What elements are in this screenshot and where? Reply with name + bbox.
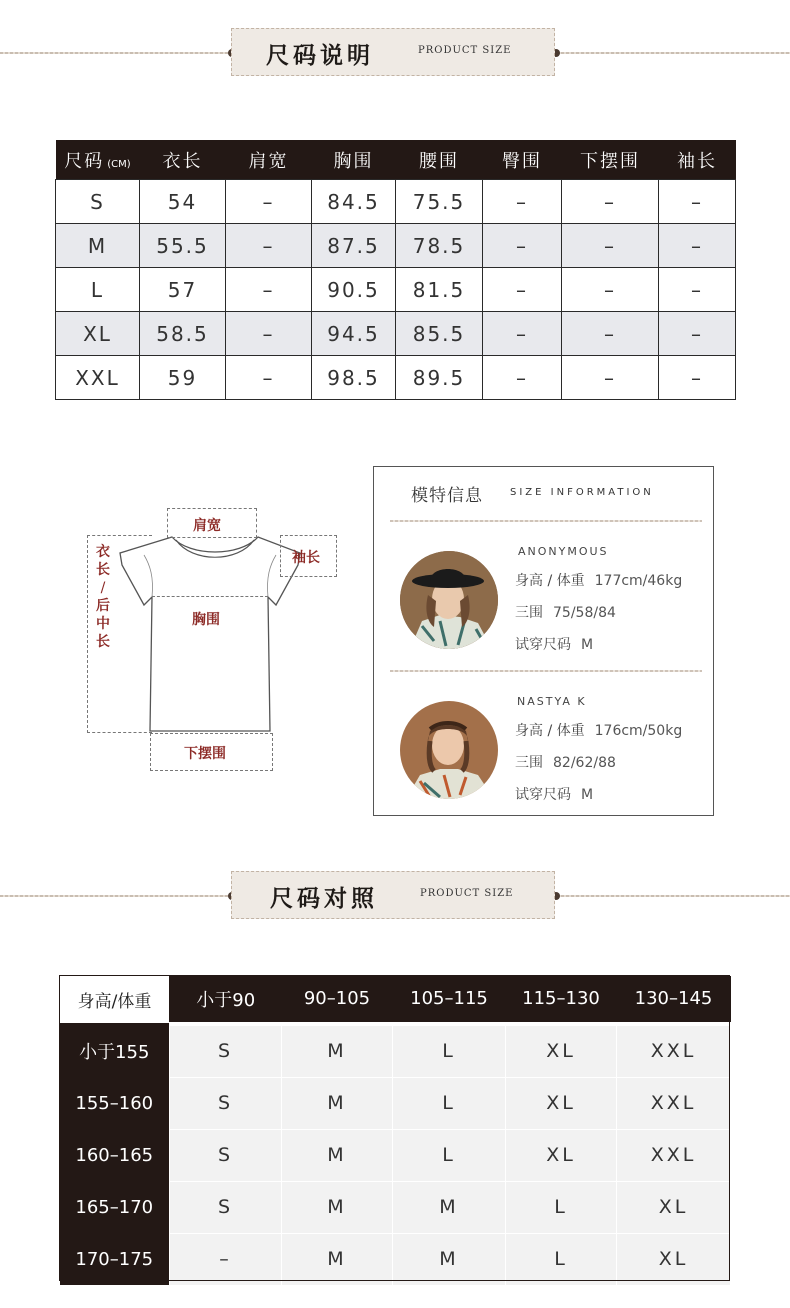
garment-diagram (80, 505, 350, 780)
header-divider-right (556, 895, 790, 897)
table-cell: – (659, 268, 736, 312)
height-row-header: 170–175 (60, 1233, 170, 1285)
section-subtitle: PRODUCT SIZE (418, 45, 512, 56)
table-cell: 98.5 (312, 356, 396, 400)
table-row (56, 312, 736, 356)
table-cell: – (170, 1233, 282, 1285)
shoulder-label: 肩宽 (193, 518, 221, 534)
table-row (60, 1129, 731, 1181)
table-row (56, 180, 736, 224)
section-title: 尺码对照 (270, 886, 378, 912)
model-height-weight: 身高 / 体重 177cm/46kg (515, 573, 683, 589)
table-cell: – (483, 180, 562, 224)
table-cell: – (659, 356, 736, 400)
table-cell: S (170, 1181, 282, 1233)
table-cell: 81.5 (396, 268, 483, 312)
table-cell: XL (617, 1181, 731, 1233)
table-cell: 84.5 (312, 180, 396, 224)
table-cell: – (226, 356, 312, 400)
table-cell: – (226, 224, 312, 268)
table-cell: 54 (140, 180, 226, 224)
model-info-subtitle: SIZE INFORMATION (510, 487, 654, 498)
table-cell: – (659, 312, 736, 356)
section-header-size-chart (0, 28, 790, 80)
table-cell: 75.5 (396, 180, 483, 224)
table-cell: – (226, 180, 312, 224)
weight-column-header: 小于90 (170, 976, 282, 1024)
table-cell: – (226, 312, 312, 356)
size-table-header-cell: 下摆围 (562, 140, 659, 180)
chest-measure-line (152, 596, 268, 597)
header-divider-left (0, 52, 232, 54)
comparison-corner-label: 身高/体重 (60, 976, 170, 1024)
table-row (60, 1077, 731, 1129)
model-size: 试穿尺码 M (515, 637, 594, 653)
height-row-header: 小于155 (60, 1024, 170, 1078)
model-name: NASTYA K (517, 695, 587, 708)
table-cell: XXL (617, 1024, 731, 1078)
table-cell: – (483, 268, 562, 312)
table-row (60, 1024, 731, 1078)
table-cell: XL (617, 1233, 731, 1285)
table-cell: M (282, 1077, 393, 1129)
table-cell: M (282, 1233, 393, 1285)
section-subtitle: PRODUCT SIZE (420, 888, 514, 899)
size-table-header (56, 140, 736, 180)
size-table (55, 140, 736, 400)
model-measurements: 三围 82/62/88 (515, 755, 616, 771)
table-row (60, 1233, 731, 1285)
length-label: 衣 长 / 后 中 长 (96, 544, 110, 650)
table-cell: S (56, 180, 140, 224)
model-divider (390, 520, 702, 522)
table-cell: M (56, 224, 140, 268)
section-title-box (231, 28, 555, 76)
table-cell: XXL (617, 1077, 731, 1129)
table-cell: 78.5 (396, 224, 483, 268)
model-height-weight: 身高 / 体重 176cm/50kg (515, 723, 683, 739)
size-table-header-cell: 肩宽 (226, 140, 312, 180)
unit-label: (CM) (107, 158, 131, 170)
table-cell: XXL (56, 356, 140, 400)
table-cell: M (282, 1024, 393, 1078)
table-row (60, 1181, 731, 1233)
height-row-header: 160–165 (60, 1129, 170, 1181)
height-row-header: 165–170 (60, 1181, 170, 1233)
table-cell: 94.5 (312, 312, 396, 356)
table-cell: – (226, 268, 312, 312)
table-cell: 58.5 (140, 312, 226, 356)
table-cell: S (170, 1077, 282, 1129)
model-info-panel (373, 466, 714, 816)
table-cell: XL (506, 1024, 617, 1078)
sleeve-label: 袖长 (292, 550, 320, 566)
model-measurements: 三围 75/58/84 (515, 605, 616, 621)
table-cell: 89.5 (396, 356, 483, 400)
table-cell: XL (506, 1077, 617, 1129)
table-row (56, 268, 736, 312)
table-cell: L (393, 1024, 506, 1078)
section-title-box (231, 871, 555, 919)
weight-column-header: 105–115 (393, 976, 506, 1024)
size-table-header-cell: 衣长 (140, 140, 226, 180)
table-cell: M (393, 1233, 506, 1285)
table-cell: – (659, 224, 736, 268)
size-comparison-table (59, 975, 731, 1286)
table-cell: S (170, 1129, 282, 1181)
table-cell: XXL (617, 1129, 731, 1181)
section-title: 尺码说明 (266, 43, 374, 69)
table-cell: 85.5 (396, 312, 483, 356)
table-cell: XL (56, 312, 140, 356)
table-cell: S (170, 1024, 282, 1078)
table-cell: – (483, 356, 562, 400)
table-cell: 90.5 (312, 268, 396, 312)
table-cell: 57 (140, 268, 226, 312)
table-cell: 87.5 (312, 224, 396, 268)
table-cell: – (483, 224, 562, 268)
model-divider (390, 670, 702, 672)
comparison-header-row (60, 976, 731, 1024)
model-info-title: 模特信息 (411, 486, 483, 506)
size-table-header-cell: 臀围 (483, 140, 562, 180)
table-cell: 55.5 (140, 224, 226, 268)
table-cell: – (659, 180, 736, 224)
model-size: 试穿尺码 M (515, 787, 594, 803)
header-divider-right (556, 52, 790, 54)
table-cell: M (282, 1181, 393, 1233)
table-cell: M (282, 1129, 393, 1181)
model-avatar (400, 701, 498, 799)
table-cell: – (562, 312, 659, 356)
weight-column-header: 90–105 (282, 976, 393, 1024)
section-header-size-comparison (0, 871, 790, 923)
table-cell: L (393, 1077, 506, 1129)
table-cell: – (483, 312, 562, 356)
table-cell: L (393, 1129, 506, 1181)
table-cell: L (506, 1233, 617, 1285)
weight-column-header: 115–130 (506, 976, 617, 1024)
table-cell: M (393, 1181, 506, 1233)
chest-label: 胸围 (192, 612, 220, 628)
height-row-header: 155–160 (60, 1077, 170, 1129)
table-cell: – (562, 180, 659, 224)
table-cell: – (562, 268, 659, 312)
table-row (56, 224, 736, 268)
size-table-header-cell: 尺码 (CM) (56, 140, 140, 180)
size-table-header-cell: 袖长 (659, 140, 736, 180)
table-cell: L (56, 268, 140, 312)
header-divider-left (0, 895, 232, 897)
hem-label: 下摆围 (184, 746, 226, 762)
table-cell: L (506, 1181, 617, 1233)
model-name: ANONYMOUS (518, 545, 609, 558)
table-cell: 59 (140, 356, 226, 400)
size-table-header-cell: 腰围 (396, 140, 483, 180)
table-cell: – (562, 356, 659, 400)
table-cell: XL (506, 1129, 617, 1181)
table-cell: – (562, 224, 659, 268)
table-row (56, 356, 736, 400)
model-avatar (400, 551, 498, 649)
size-table-header-cell: 胸围 (312, 140, 396, 180)
weight-column-header: 130–145 (617, 976, 731, 1024)
